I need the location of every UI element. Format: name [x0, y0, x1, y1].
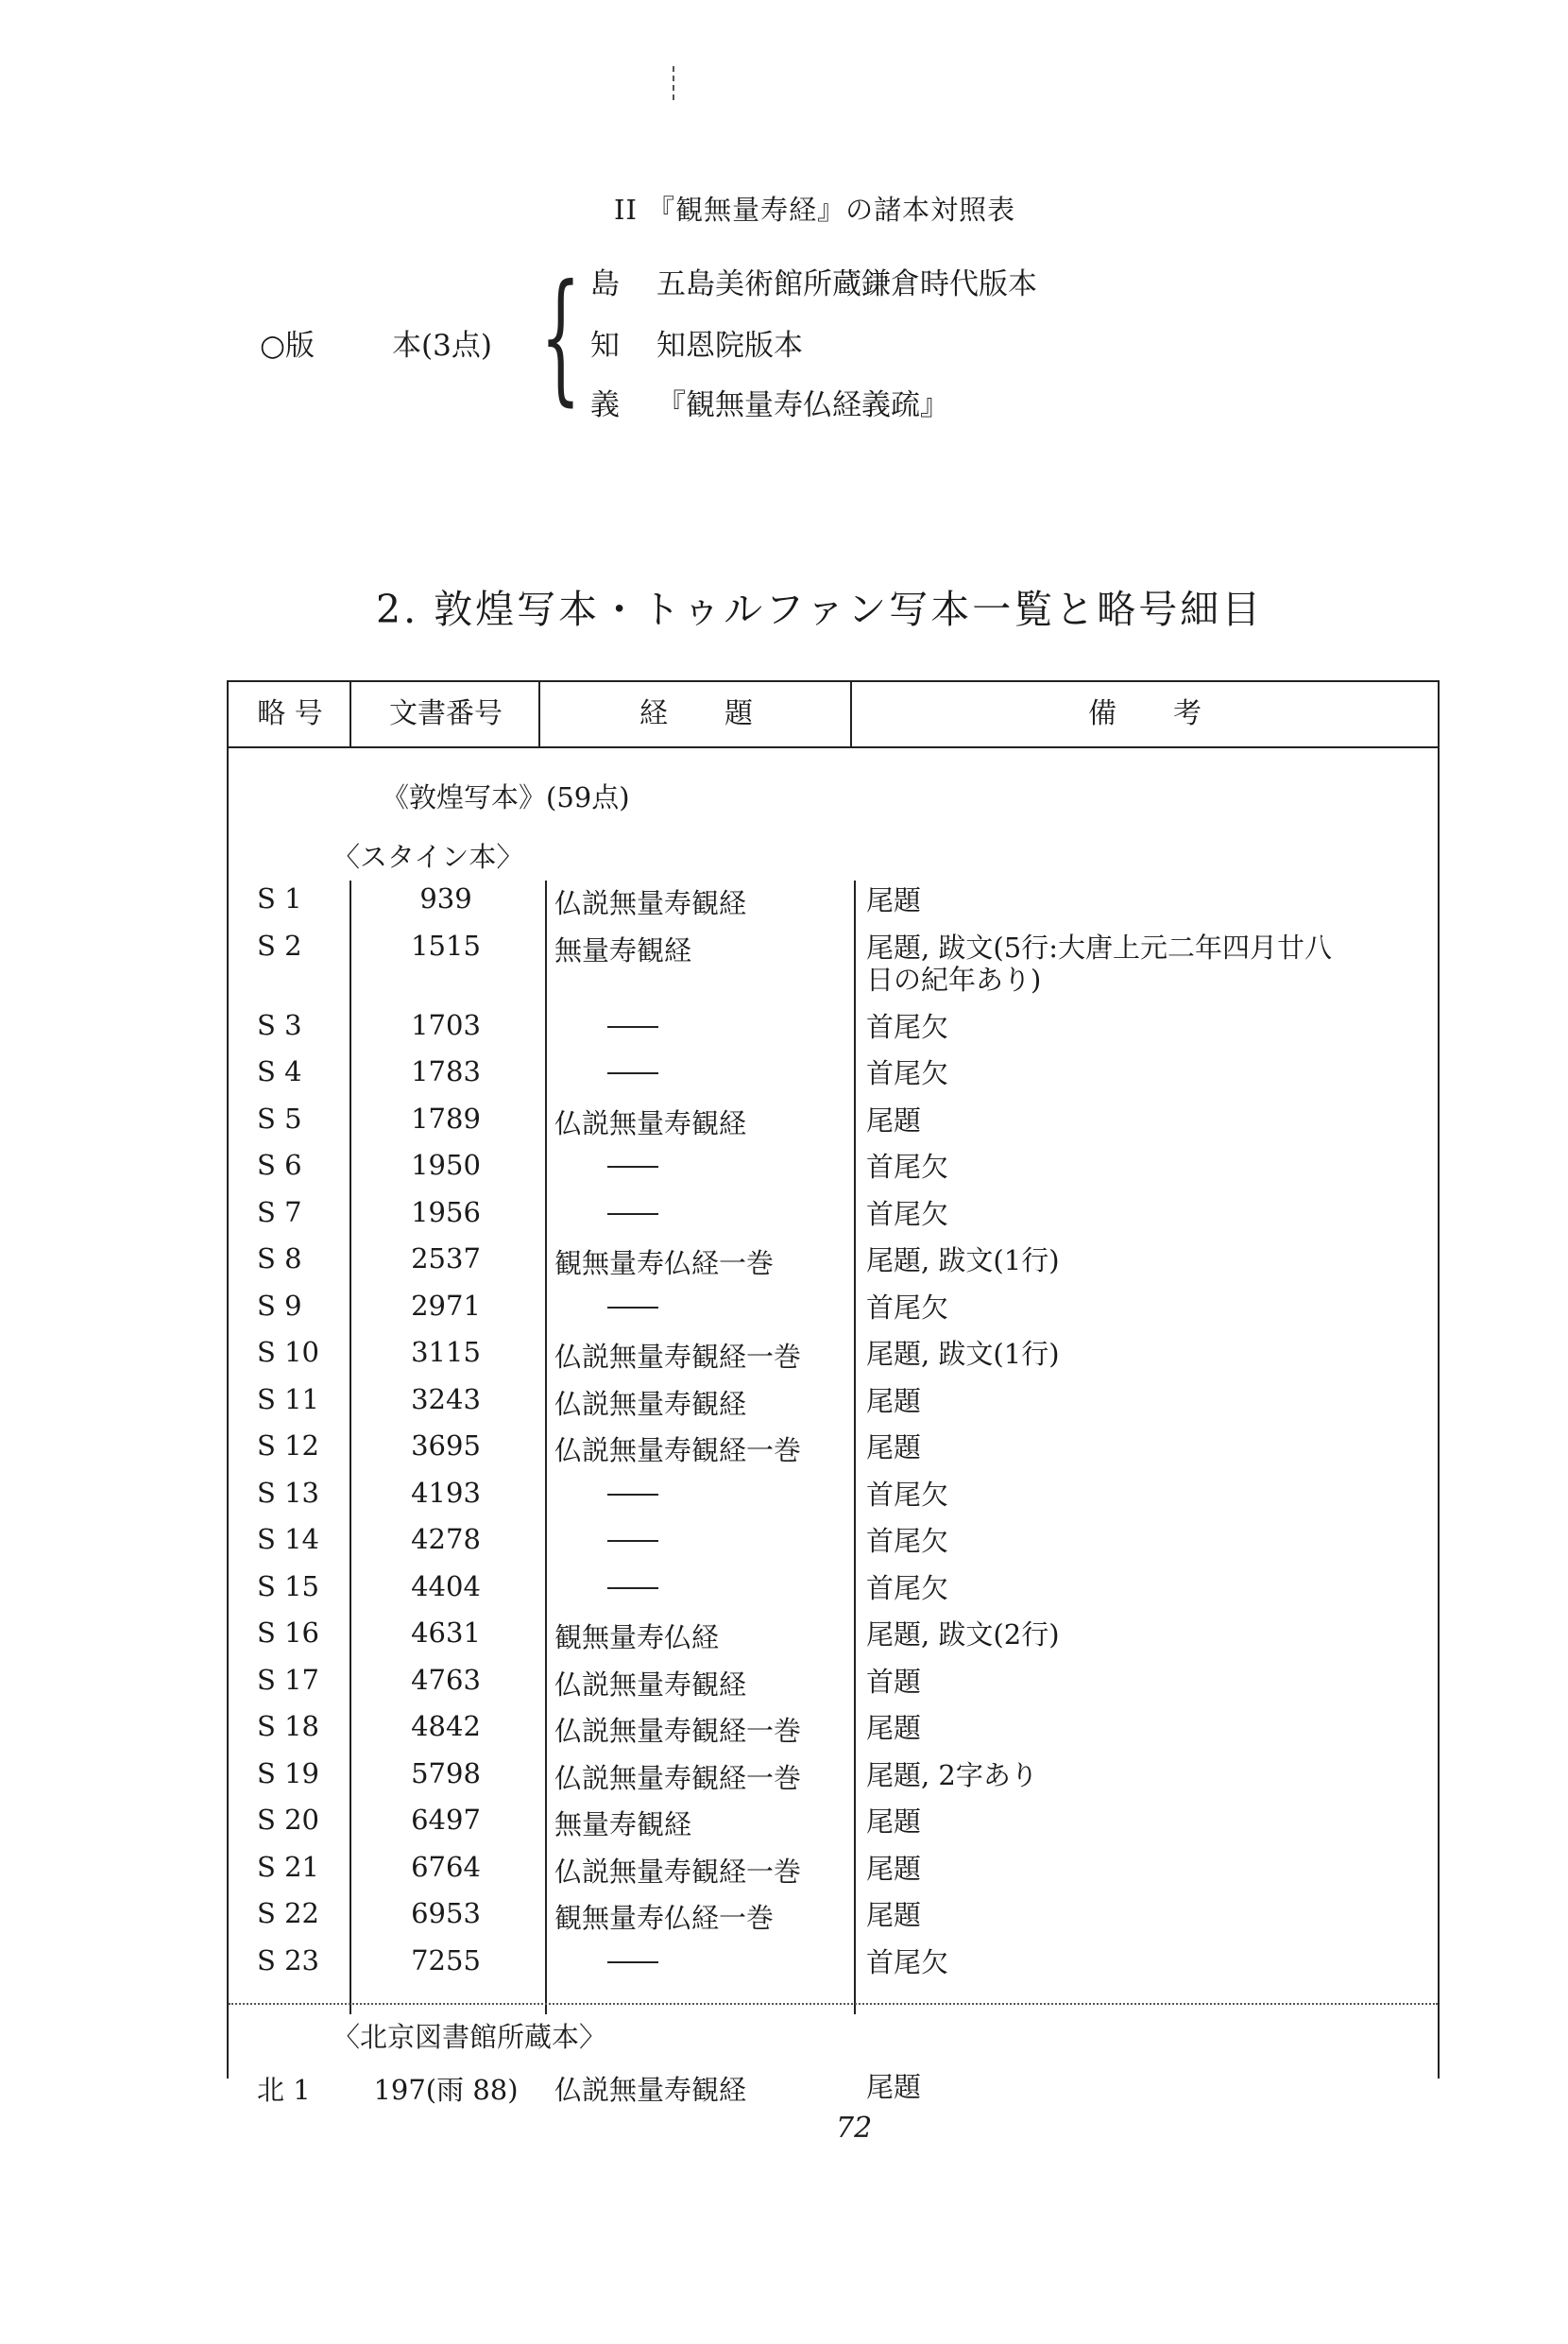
row-docnum: 3243 [411, 1382, 481, 1415]
row-note: 尾題 [866, 1852, 922, 1885]
table-row [229, 1757, 1438, 1805]
row-title-dash [554, 1570, 658, 1602]
version-abbr: 知 [590, 329, 620, 363]
row-docnum: 2537 [411, 1242, 481, 1275]
row-title: 仏説無量寿観経 [554, 1387, 747, 1420]
row-code: S 18 [257, 1710, 319, 1742]
table-row [229, 1055, 1438, 1103]
table-row [229, 1664, 1438, 1711]
table-row [229, 1804, 1438, 1851]
row-note: 首尾欠 [866, 1010, 949, 1043]
row-code: S 4 [257, 1055, 302, 1087]
section-title: 2. 敦煌写本・トゥルファン写本一覧と略号細目 [376, 587, 1264, 632]
row-title: 仏説無量寿観経一巻 [554, 1715, 802, 1747]
table-header [229, 682, 1438, 748]
table-row [229, 1429, 1438, 1477]
row-docnum: 1783 [411, 1055, 481, 1087]
row-docnum: 4193 [411, 1476, 481, 1509]
row-note: 尾題, 2字あり [866, 1758, 1038, 1791]
row-title: 仏説無量寿観経一巻 [554, 1855, 802, 1888]
row-title: 仏説無量寿観経一巻 [554, 1341, 802, 1373]
table-row [229, 1336, 1438, 1383]
row-note: 首尾欠 [866, 1478, 949, 1511]
row-code: S 23 [257, 1943, 319, 1976]
table-row [229, 1290, 1438, 1337]
row-code: S 7 [257, 1195, 302, 1228]
row-code: S 20 [257, 1804, 319, 1836]
row-note: 尾題 [866, 1712, 922, 1744]
row-code: S 1 [257, 882, 302, 915]
row-docnum: 1950 [411, 1149, 481, 1181]
table-row [229, 1944, 1438, 1992]
version-item [590, 381, 949, 423]
row-code: S 5 [257, 1102, 302, 1135]
row-code: 北 1 [257, 2074, 311, 2106]
row-title-dash [554, 1290, 658, 1322]
version-abbr: 義 [590, 388, 620, 422]
row-note: 尾題, 跋文(1行) [866, 1338, 1060, 1370]
row-note: 尾題 [866, 1899, 922, 1931]
row-code: S 8 [257, 1242, 302, 1275]
row-note: 尾題 [866, 1805, 922, 1838]
row-docnum: 5798 [411, 1756, 481, 1789]
group-title: 《敦煌写本》(59点) [382, 781, 630, 813]
row-note: 首尾欠 [866, 1057, 949, 1089]
table-row [229, 882, 1438, 930]
version-item [590, 321, 803, 364]
row-docnum: 6497 [411, 1804, 481, 1836]
row-title: 仏説無量寿観経 [554, 887, 747, 919]
row-title-dash [554, 1055, 658, 1087]
manuscript-table [227, 680, 1440, 2106]
row-docnum: 4842 [411, 1710, 481, 1742]
row-note: 尾題 [866, 1384, 922, 1417]
row-note-continued: 日の紀年あり) [866, 963, 1042, 996]
page-number: 72 [836, 2112, 873, 2145]
row-title: 無量寿観経 [554, 933, 692, 967]
row-code: S 14 [257, 1523, 319, 1555]
version-name: 知恩院版本 [656, 329, 803, 363]
row-title: 仏説無量寿観経 [554, 1106, 747, 1139]
table-row [229, 1149, 1438, 1196]
row-title-dash [554, 1196, 658, 1228]
row-docnum: 2971 [411, 1289, 481, 1322]
curly-brace: { [540, 255, 581, 419]
version-name: 『観無量寿仏経義疏』 [656, 388, 949, 422]
header-divider [349, 682, 351, 746]
table-row [229, 1477, 1438, 1524]
row-note: 首尾欠 [866, 1571, 949, 1604]
header-note: 備 考 [1088, 697, 1202, 730]
row-docnum: 3115 [411, 1336, 481, 1368]
row-note: 尾題, 跋文(2行) [866, 1618, 1060, 1651]
header-docnum: 文書番号 [389, 697, 503, 730]
version-item [590, 260, 1037, 302]
row-code: S 3 [257, 1008, 302, 1041]
row-note: 尾題, 跋文(5行:大唐上元二年四月廿八 [866, 931, 1332, 964]
header-divider [538, 682, 540, 746]
versions-count: 本(3点) [392, 329, 492, 363]
table-row [229, 1851, 1438, 1898]
version-abbr: 島 [590, 267, 620, 301]
row-code: S 17 [257, 1663, 319, 1696]
row-title: 仏説無量寿観経 [554, 1668, 747, 1701]
row-code: S 13 [257, 1476, 319, 1509]
row-note: 尾題 [866, 1104, 922, 1137]
table-row [229, 1196, 1438, 1243]
row-code: S 9 [257, 1289, 302, 1322]
row-note: 首題 [866, 1665, 922, 1698]
table-row [229, 1242, 1438, 1290]
row-title: 観無量寿仏経 [554, 1621, 720, 1653]
row-code: S 19 [257, 1756, 319, 1789]
row-code: S 6 [257, 1149, 302, 1181]
versions-label-prefix: ○版 [260, 329, 315, 363]
row-note: 尾題 [866, 1431, 922, 1463]
row-docnum: 1789 [411, 1102, 481, 1135]
row-code: S 10 [257, 1336, 319, 1368]
row-docnum: 4404 [411, 1569, 481, 1602]
row-note: 尾題 [866, 884, 922, 916]
row-note: 尾題 [866, 2071, 922, 2103]
table-row [229, 1710, 1438, 1757]
row-docnum: 1515 [411, 929, 481, 962]
row-docnum: 6953 [411, 1897, 481, 1929]
table-row [229, 1570, 1438, 1617]
row-docnum: 4631 [411, 1617, 481, 1649]
row-code: S 22 [257, 1897, 319, 1929]
dotted-separator [229, 2003, 1438, 2005]
row-note: 首尾欠 [866, 1945, 949, 1978]
version-name: 五島美術館所蔵鎌倉時代版本 [656, 267, 1037, 301]
row-note: 首尾欠 [866, 1151, 949, 1183]
row-note: 首尾欠 [866, 1291, 949, 1324]
row-title: 仏説無量寿観経一巻 [554, 1761, 802, 1794]
row-docnum: 3695 [411, 1429, 481, 1462]
table-row [229, 1897, 1438, 1944]
row-title: 無量寿観経 [554, 1808, 692, 1840]
row-docnum: 197(雨 88) [373, 2074, 519, 2106]
table-row [229, 1617, 1438, 1664]
table-row [229, 1523, 1438, 1570]
row-title-dash [554, 1944, 658, 1976]
row-note: 首尾欠 [866, 1197, 949, 1230]
table-row [229, 1103, 1438, 1150]
row-title-dash [554, 1523, 658, 1555]
row-title-dash [554, 1477, 658, 1509]
row-docnum: 7255 [411, 1943, 481, 1976]
subgroup-title: 〈スタイン本〉 [332, 841, 524, 873]
row-note: 尾題, 跋文(1行) [866, 1244, 1060, 1276]
header-divider [850, 682, 852, 746]
row-docnum: 939 [419, 882, 472, 915]
row-code: S 11 [257, 1382, 319, 1415]
table-row [229, 2069, 1438, 2116]
row-title: 仏説無量寿観経一巻 [554, 1434, 802, 1466]
row-code: S 2 [257, 929, 302, 962]
table-row [229, 1009, 1438, 1056]
row-code: S 16 [257, 1617, 319, 1649]
subtitle: II 『観無量寿経』の諸本対照表 [614, 194, 1016, 226]
row-docnum: 4763 [411, 1663, 481, 1696]
header-abbr: 略 号 [257, 697, 323, 730]
top-tick-mark [673, 66, 674, 100]
row-title: 観無量寿仏経一巻 [554, 1247, 775, 1279]
table-row [229, 929, 1438, 996]
row-code: S 15 [257, 1569, 319, 1602]
row-docnum: 1703 [411, 1008, 481, 1041]
row-title-dash [554, 1149, 658, 1181]
header-title: 経 題 [639, 697, 753, 730]
row-code: S 21 [257, 1850, 319, 1883]
table-row [229, 1383, 1438, 1430]
versions-label [260, 321, 492, 364]
row-docnum: 6764 [411, 1850, 481, 1883]
subgroup-title: 〈北京図書館所蔵本〉 [332, 2021, 607, 2053]
row-code: S 12 [257, 1429, 319, 1462]
row-title-dash [554, 1009, 658, 1041]
row-docnum: 1956 [411, 1195, 481, 1228]
row-note: 首尾欠 [866, 1525, 949, 1557]
row-title: 観無量寿仏経一巻 [554, 1902, 775, 1934]
row-docnum: 4278 [411, 1523, 481, 1555]
row-title: 仏説無量寿観経 [554, 2074, 747, 2106]
